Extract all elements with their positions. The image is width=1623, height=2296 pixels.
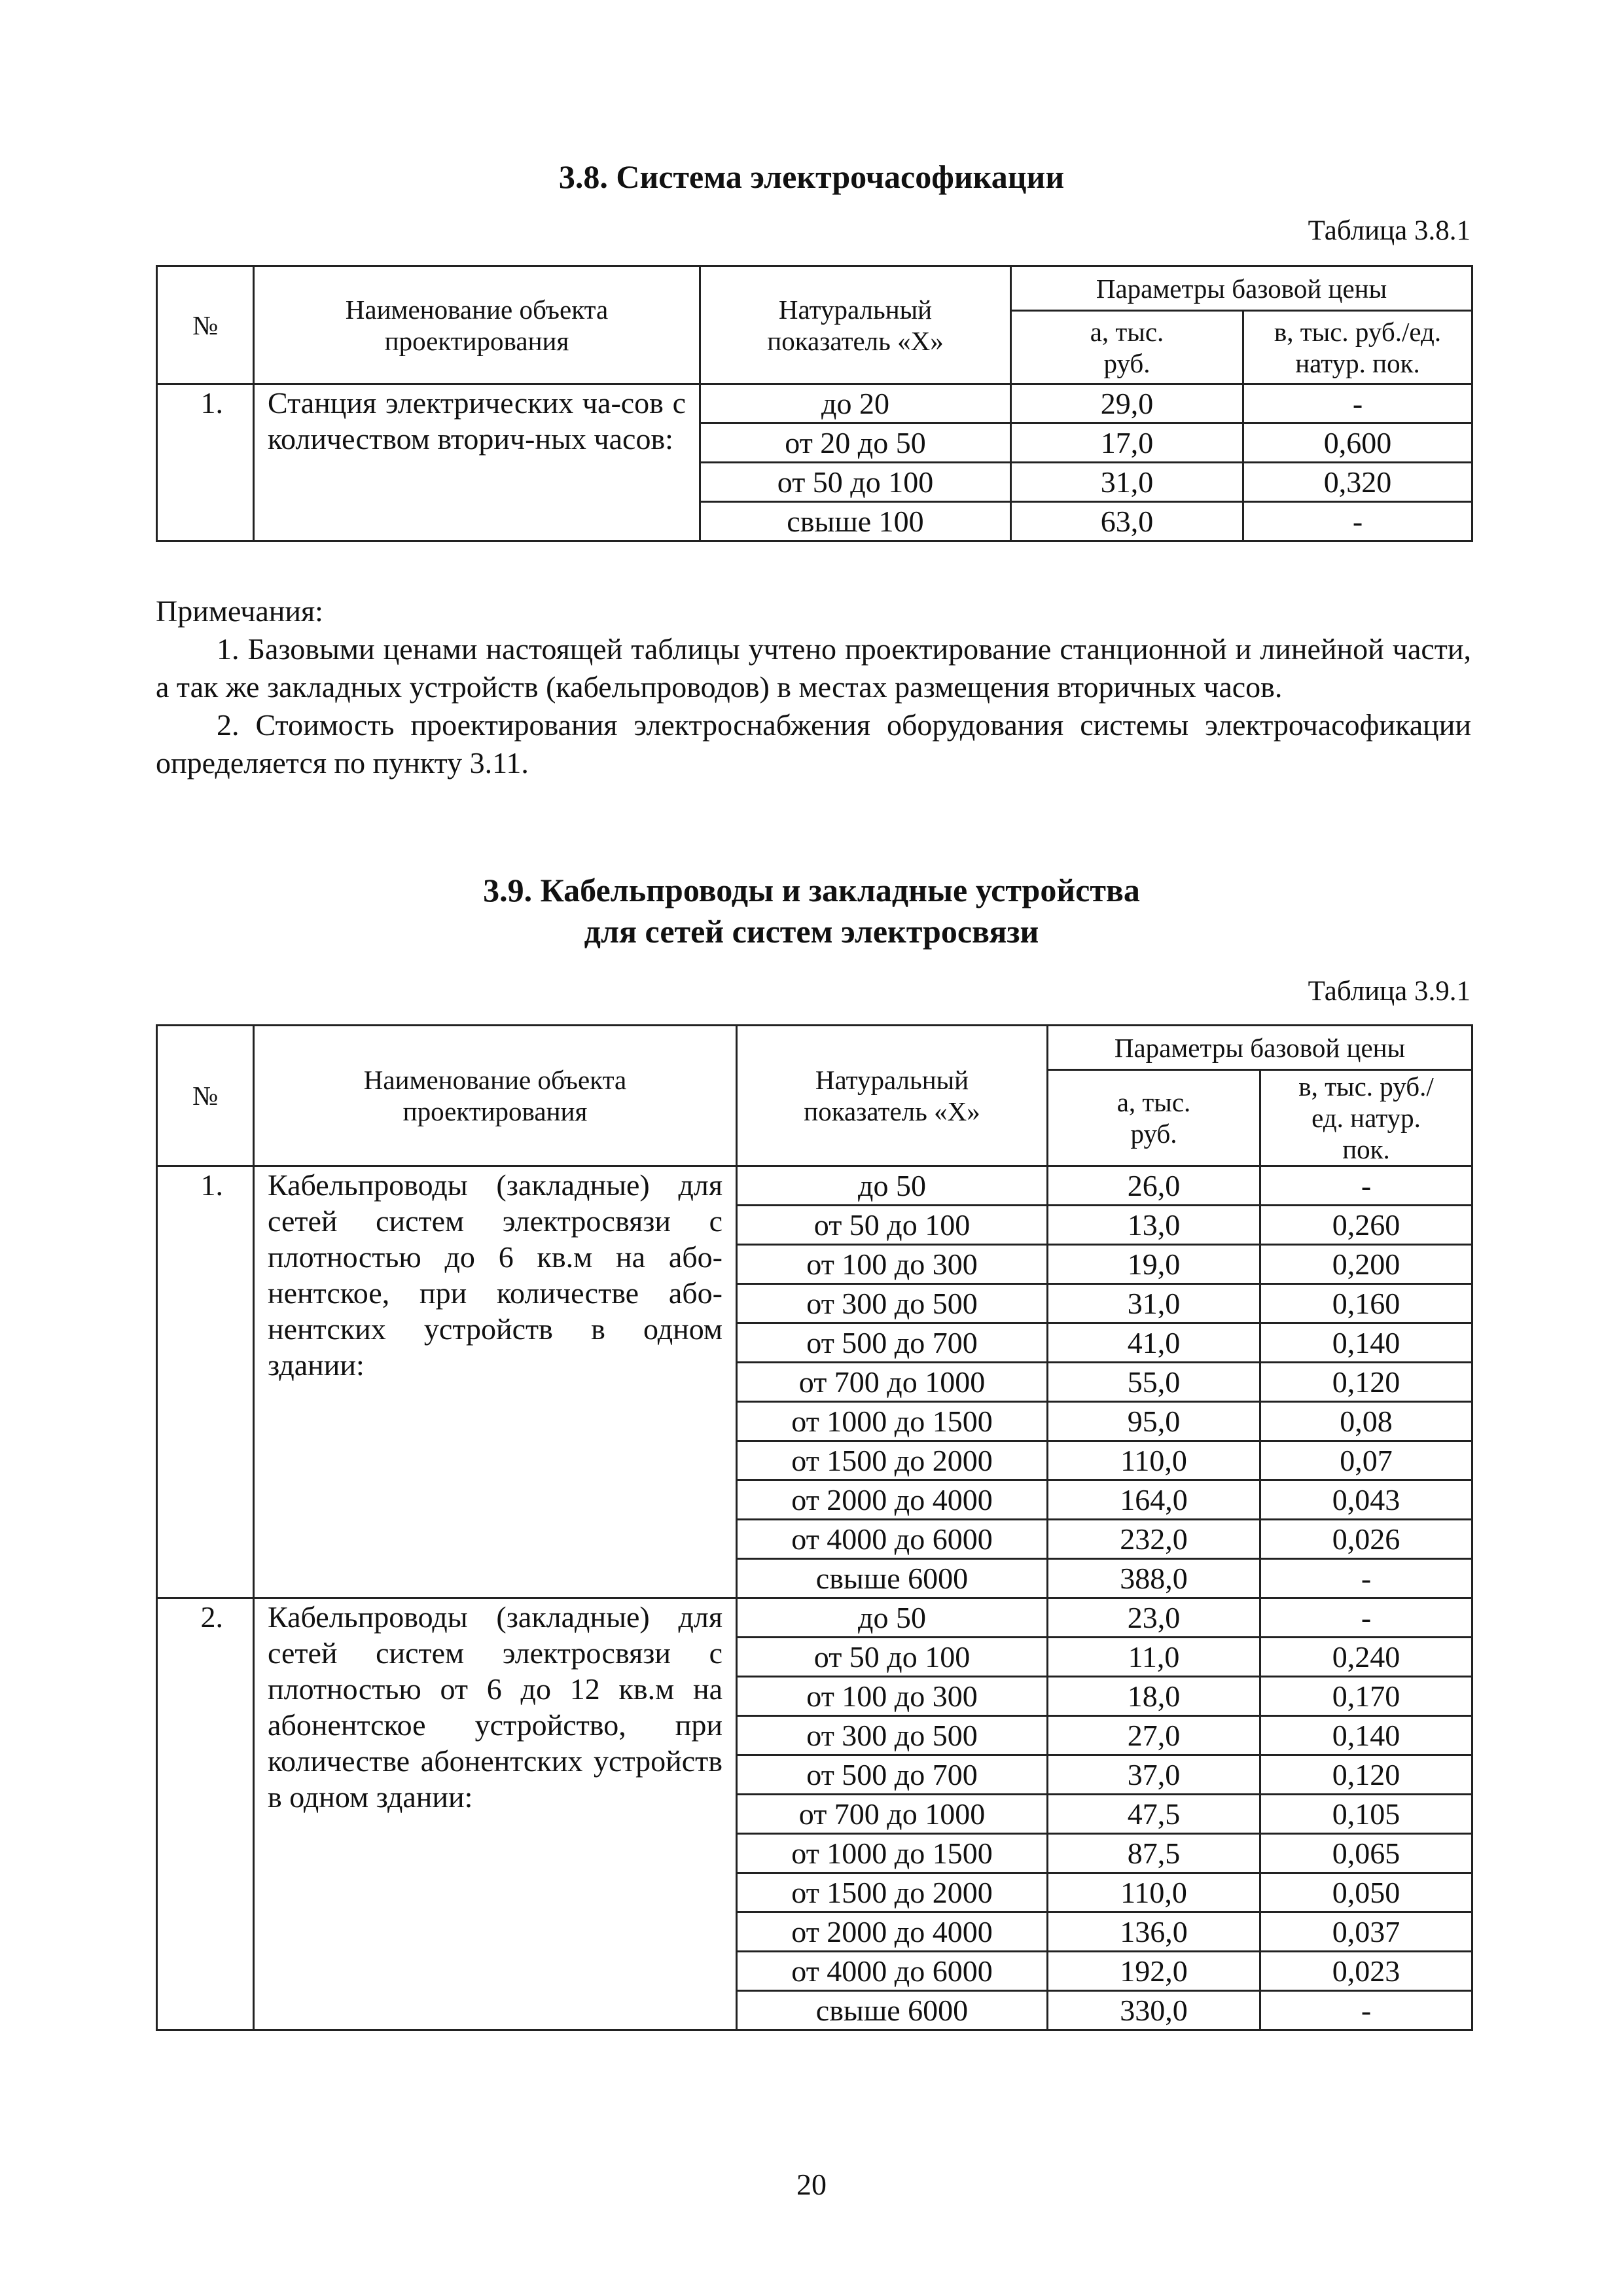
header-b: в, тыс. руб./ед. натур. пок. [1243, 311, 1472, 384]
price-b-value: 0,140 [1260, 1716, 1472, 1755]
price-b-value: 0,026 [1260, 1520, 1472, 1559]
price-a-value: 110,0 [1048, 1441, 1260, 1480]
price-b-value: 0,140 [1260, 1323, 1472, 1363]
price-a-value: 11,0 [1048, 1638, 1260, 1677]
price-a-value: 18,0 [1048, 1677, 1260, 1716]
price-b-value: 0,07 [1260, 1441, 1472, 1480]
price-b-value: 0,105 [1260, 1795, 1472, 1834]
table-row [157, 384, 1472, 423]
price-a-value: 37,0 [1048, 1755, 1260, 1795]
indicator-value: от 1000 до 1500 [737, 1402, 1048, 1441]
header-a: а, тыс. руб. [1048, 1070, 1260, 1166]
price-b-value: 0,037 [1260, 1912, 1472, 1952]
price-b-value: 0,023 [1260, 1952, 1472, 1991]
price-a-value: 47,5 [1048, 1795, 1260, 1834]
price-b-value: 0,050 [1260, 1873, 1472, 1912]
indicator-value: свыше 6000 [737, 1991, 1048, 2030]
price-a-value: 55,0 [1048, 1363, 1260, 1402]
indicator-value: от 4000 до 6000 [737, 1952, 1048, 1991]
price-b-value: 0,160 [1260, 1284, 1472, 1323]
price-a-value: 330,0 [1048, 1991, 1260, 2030]
indicator-value: от 100 до 300 [737, 1245, 1048, 1284]
price-a-value: 232,0 [1048, 1520, 1260, 1559]
header-b: в, тыс. руб./ед. натур. пок. [1260, 1070, 1472, 1166]
indicator-value: свыше 6000 [737, 1559, 1048, 1598]
price-a-value: 63,0 [1011, 502, 1243, 541]
price-a-value: 95,0 [1048, 1402, 1260, 1441]
object-name: Кабельпроводы (закладные) для сетей систем электросвязи с плотностью до 6 кв.м на абонентское, при количестве абонентских устройств в одном здании: [254, 1166, 737, 1598]
price-b-value: 0,08 [1260, 1402, 1472, 1441]
price-a-value: 164,0 [1048, 1480, 1260, 1520]
price-a-value: 31,0 [1011, 463, 1243, 502]
note-item-1: 1. Базовыми ценами настоящей таблицы учтено проектирование станционной и линейной части, а так же закладных устройств (кабельпроводов) в местах размещения вторичных часов. [156, 632, 1471, 704]
price-a-value: 13,0 [1048, 1206, 1260, 1245]
table-row [157, 1166, 1472, 1206]
price-b-value: - [1260, 1166, 1472, 1206]
price-b-value: 0,320 [1243, 463, 1472, 502]
header-name: Наименование объекта проектирования [254, 266, 700, 384]
table-3-9-1 [156, 1024, 1473, 2031]
price-a-value: 41,0 [1048, 1323, 1260, 1363]
indicator-value: от 700 до 1000 [737, 1795, 1048, 1834]
indicator-value: от 100 до 300 [737, 1677, 1048, 1716]
price-a-value: 29,0 [1011, 384, 1243, 423]
price-b-value: 0,260 [1260, 1206, 1472, 1245]
indicator-value: от 4000 до 6000 [737, 1520, 1048, 1559]
indicator-value: от 700 до 1000 [737, 1363, 1048, 1402]
price-b-value: 0,120 [1260, 1755, 1472, 1795]
price-b-value: 0,600 [1243, 423, 1472, 463]
table-3-8-1-caption: Таблица 3.8.1 [1308, 215, 1471, 246]
indicator-value: от 50 до 100 [700, 463, 1011, 502]
table-row [157, 1598, 1472, 1638]
price-a-value: 388,0 [1048, 1559, 1260, 1598]
section-3-9-heading-line1: 3.9. Кабельпроводы и закладные устройства [483, 872, 1140, 908]
price-b-value: 0,170 [1260, 1677, 1472, 1716]
price-b-value: - [1243, 502, 1472, 541]
indicator-value: свыше 100 [700, 502, 1011, 541]
indicator-value: от 1500 до 2000 [737, 1441, 1048, 1480]
price-a-value: 136,0 [1048, 1912, 1260, 1952]
price-a-value: 17,0 [1011, 423, 1243, 463]
object-name: Станция электрических ча-сов с количеством вторич-ных часов: [254, 384, 700, 541]
price-b-value: - [1260, 1598, 1472, 1638]
indicator-value: до 20 [700, 384, 1011, 423]
price-b-value: - [1260, 1559, 1472, 1598]
table-3-8-1 [156, 265, 1473, 542]
price-b-value: - [1260, 1991, 1472, 2030]
header-a: а, тыс. руб. [1011, 311, 1243, 384]
indicator-value: от 300 до 500 [737, 1284, 1048, 1323]
indicator-value: от 1500 до 2000 [737, 1873, 1048, 1912]
indicator-value: до 50 [737, 1598, 1048, 1638]
indicator-value: от 2000 до 4000 [737, 1480, 1048, 1520]
price-b-value: 0,065 [1260, 1834, 1472, 1873]
indicator-value: от 50 до 100 [737, 1638, 1048, 1677]
indicator-value: от 500 до 700 [737, 1755, 1048, 1795]
notes-title: Примечания: [156, 594, 323, 628]
header-num: № [157, 266, 254, 384]
indicator-value: от 2000 до 4000 [737, 1912, 1048, 1952]
price-b-value: 0,240 [1260, 1638, 1472, 1677]
price-a-value: 31,0 [1048, 1284, 1260, 1323]
header-num: № [157, 1026, 254, 1166]
table-3-9-1-caption: Таблица 3.9.1 [1308, 976, 1471, 1007]
header-indicator: Натуральный показатель «Х» [737, 1026, 1048, 1166]
price-a-value: 110,0 [1048, 1873, 1260, 1912]
price-b-value: - [1243, 384, 1472, 423]
note-item-2: 2. Стоимость проектирования электроснабжения оборудования системы электрочасофикации определяется по пункту 3.11. [156, 708, 1471, 780]
header-params: Параметры базовой цены [1011, 266, 1472, 311]
price-a-value: 19,0 [1048, 1245, 1260, 1284]
object-name: Кабельпроводы (закладные) для сетей систем электросвязи с плотностью от 6 до 12 кв.м на абонентское устройство, при количестве абонентских устройств в одном здании: [254, 1598, 737, 2030]
section-3-9-heading-line2: для сетей систем электросвязи [584, 913, 1039, 950]
price-b-value: 0,200 [1260, 1245, 1472, 1284]
price-a-value: 23,0 [1048, 1598, 1260, 1638]
header-name: Наименование объекта проектирования [254, 1026, 737, 1166]
header-params: Параметры базовой цены [1048, 1026, 1472, 1070]
price-a-value: 26,0 [1048, 1166, 1260, 1206]
price-a-value: 87,5 [1048, 1834, 1260, 1873]
header-row [157, 266, 1472, 311]
table-3-9-1-body [157, 1026, 1472, 2030]
notes [156, 592, 1471, 782]
row-number: 1. [157, 384, 254, 541]
indicator-value: до 50 [737, 1166, 1048, 1206]
indicator-value: от 50 до 100 [737, 1206, 1048, 1245]
row-number: 1. [157, 1166, 254, 1598]
table-3-8-1-body [157, 266, 1472, 541]
section-3-8-heading: 3.8. Система электрочасофикации [558, 158, 1065, 195]
header-row [157, 1026, 1472, 1070]
indicator-value: от 1000 до 1500 [737, 1834, 1048, 1873]
price-b-value: 0,120 [1260, 1363, 1472, 1402]
indicator-value: от 300 до 500 [737, 1716, 1048, 1755]
price-a-value: 27,0 [1048, 1716, 1260, 1755]
price-b-value: 0,043 [1260, 1480, 1472, 1520]
page-number: 20 [796, 2168, 827, 2201]
price-a-value: 192,0 [1048, 1952, 1260, 1991]
row-number: 2. [157, 1598, 254, 2030]
header-indicator: Натуральный показатель «Х» [700, 266, 1011, 384]
indicator-value: от 20 до 50 [700, 423, 1011, 463]
indicator-value: от 500 до 700 [737, 1323, 1048, 1363]
